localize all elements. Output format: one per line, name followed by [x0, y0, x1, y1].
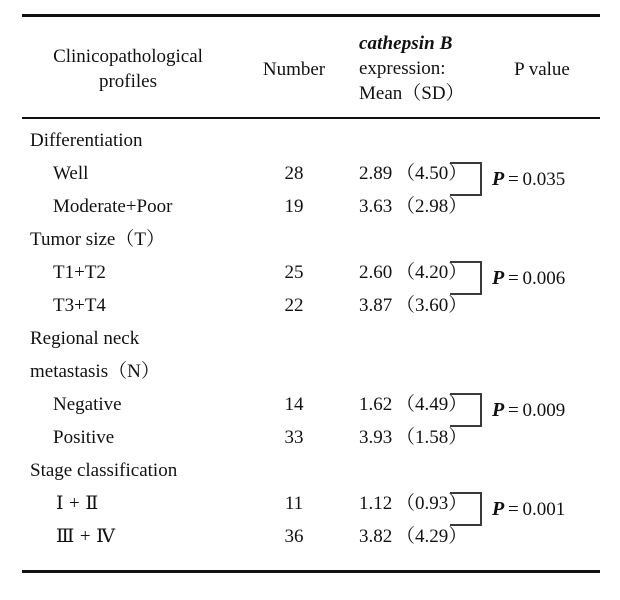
p-value-group [450, 256, 620, 308]
p-equals-sign: = [504, 169, 523, 190]
row-expression-mean-sd: 3.82 （4.29） [359, 526, 468, 547]
column-header-expression-line3: Mean（SD） [359, 83, 465, 104]
table-body [22, 124, 600, 553]
row-number: 11 [284, 493, 304, 514]
row-number: 33 [284, 427, 304, 448]
p-value-group [450, 388, 620, 440]
row-number: 22 [284, 295, 304, 316]
p-value-number: 0.001 [522, 499, 566, 520]
p-value-number: 0.006 [522, 268, 566, 289]
p-value-number: 0.035 [522, 169, 566, 190]
table-bottom-rule [22, 570, 600, 573]
p-value-group [450, 487, 620, 539]
p-value-text [492, 266, 565, 291]
p-value-text [492, 398, 565, 423]
row-label: Ⅲ + Ⅳ [56, 526, 116, 547]
section-title-row [22, 223, 600, 256]
table-header-row [22, 26, 600, 112]
row-number: 25 [284, 262, 304, 283]
row-label: T3+T4 [53, 295, 106, 316]
row-number: 14 [284, 394, 304, 415]
row-expression-mean-sd: 3.63 （2.98） [359, 196, 468, 217]
row-label: Ⅰ + Ⅱ [56, 493, 99, 514]
p-symbol: P [492, 267, 505, 289]
row-label: Positive [53, 427, 115, 448]
row-expression-mean-sd: 2.89 （4.50） [359, 163, 468, 184]
row-label: Moderate+Poor [53, 196, 173, 217]
column-header-expression [359, 31, 504, 106]
row-expression-mean-sd: 1.62 （4.49） [359, 394, 468, 415]
section-title-row [22, 355, 600, 388]
row-number: 19 [284, 196, 304, 217]
column-header-profiles [22, 44, 234, 94]
column-header-number: Number [262, 59, 326, 80]
p-value-text [492, 167, 565, 192]
column-header-p-value: P value [514, 59, 570, 80]
column-header-profiles-line2: profiles [98, 71, 158, 92]
grouping-bracket-icon [450, 261, 482, 295]
row-label: Negative [53, 394, 122, 415]
table-header-rule [22, 117, 600, 119]
p-equals-sign: = [504, 268, 523, 289]
row-number: 28 [284, 163, 304, 184]
column-header-profiles-line1: Clinicopathological [53, 46, 203, 67]
section-title: Regional neck [30, 328, 140, 349]
table-top-rule [22, 14, 600, 17]
section-title-row [22, 124, 600, 157]
section-title: Differentiation [30, 130, 143, 151]
grouping-bracket-icon [450, 492, 482, 526]
p-value-text [492, 497, 565, 522]
p-symbol: P [492, 498, 505, 520]
p-equals-sign: = [504, 499, 523, 520]
section-title: metastasis（N） [30, 361, 160, 382]
row-label: T1+T2 [53, 262, 106, 283]
section-title: Tumor size（T） [30, 229, 165, 250]
p-value-group [450, 157, 620, 209]
row-expression-mean-sd: 2.60 （4.20） [359, 262, 468, 283]
section-title: Stage classification [30, 460, 178, 481]
section-title-row [22, 322, 600, 355]
row-expression-mean-sd: 1.12 （0.93） [359, 493, 468, 514]
column-header-gene-name: cathepsin B [359, 33, 453, 54]
grouping-bracket-icon [450, 162, 482, 196]
row-expression-mean-sd: 3.87 （3.60） [359, 295, 468, 316]
row-label: Well [53, 163, 89, 184]
section-title-row [22, 454, 600, 487]
grouping-bracket-icon [450, 393, 482, 427]
p-symbol: P [492, 168, 505, 190]
p-value-number: 0.009 [522, 400, 566, 421]
row-expression-mean-sd: 3.93 （1.58） [359, 427, 468, 448]
p-equals-sign: = [504, 400, 523, 421]
row-number: 36 [284, 526, 304, 547]
column-header-expression-line2: expression: [359, 58, 446, 79]
p-symbol: P [492, 399, 505, 421]
